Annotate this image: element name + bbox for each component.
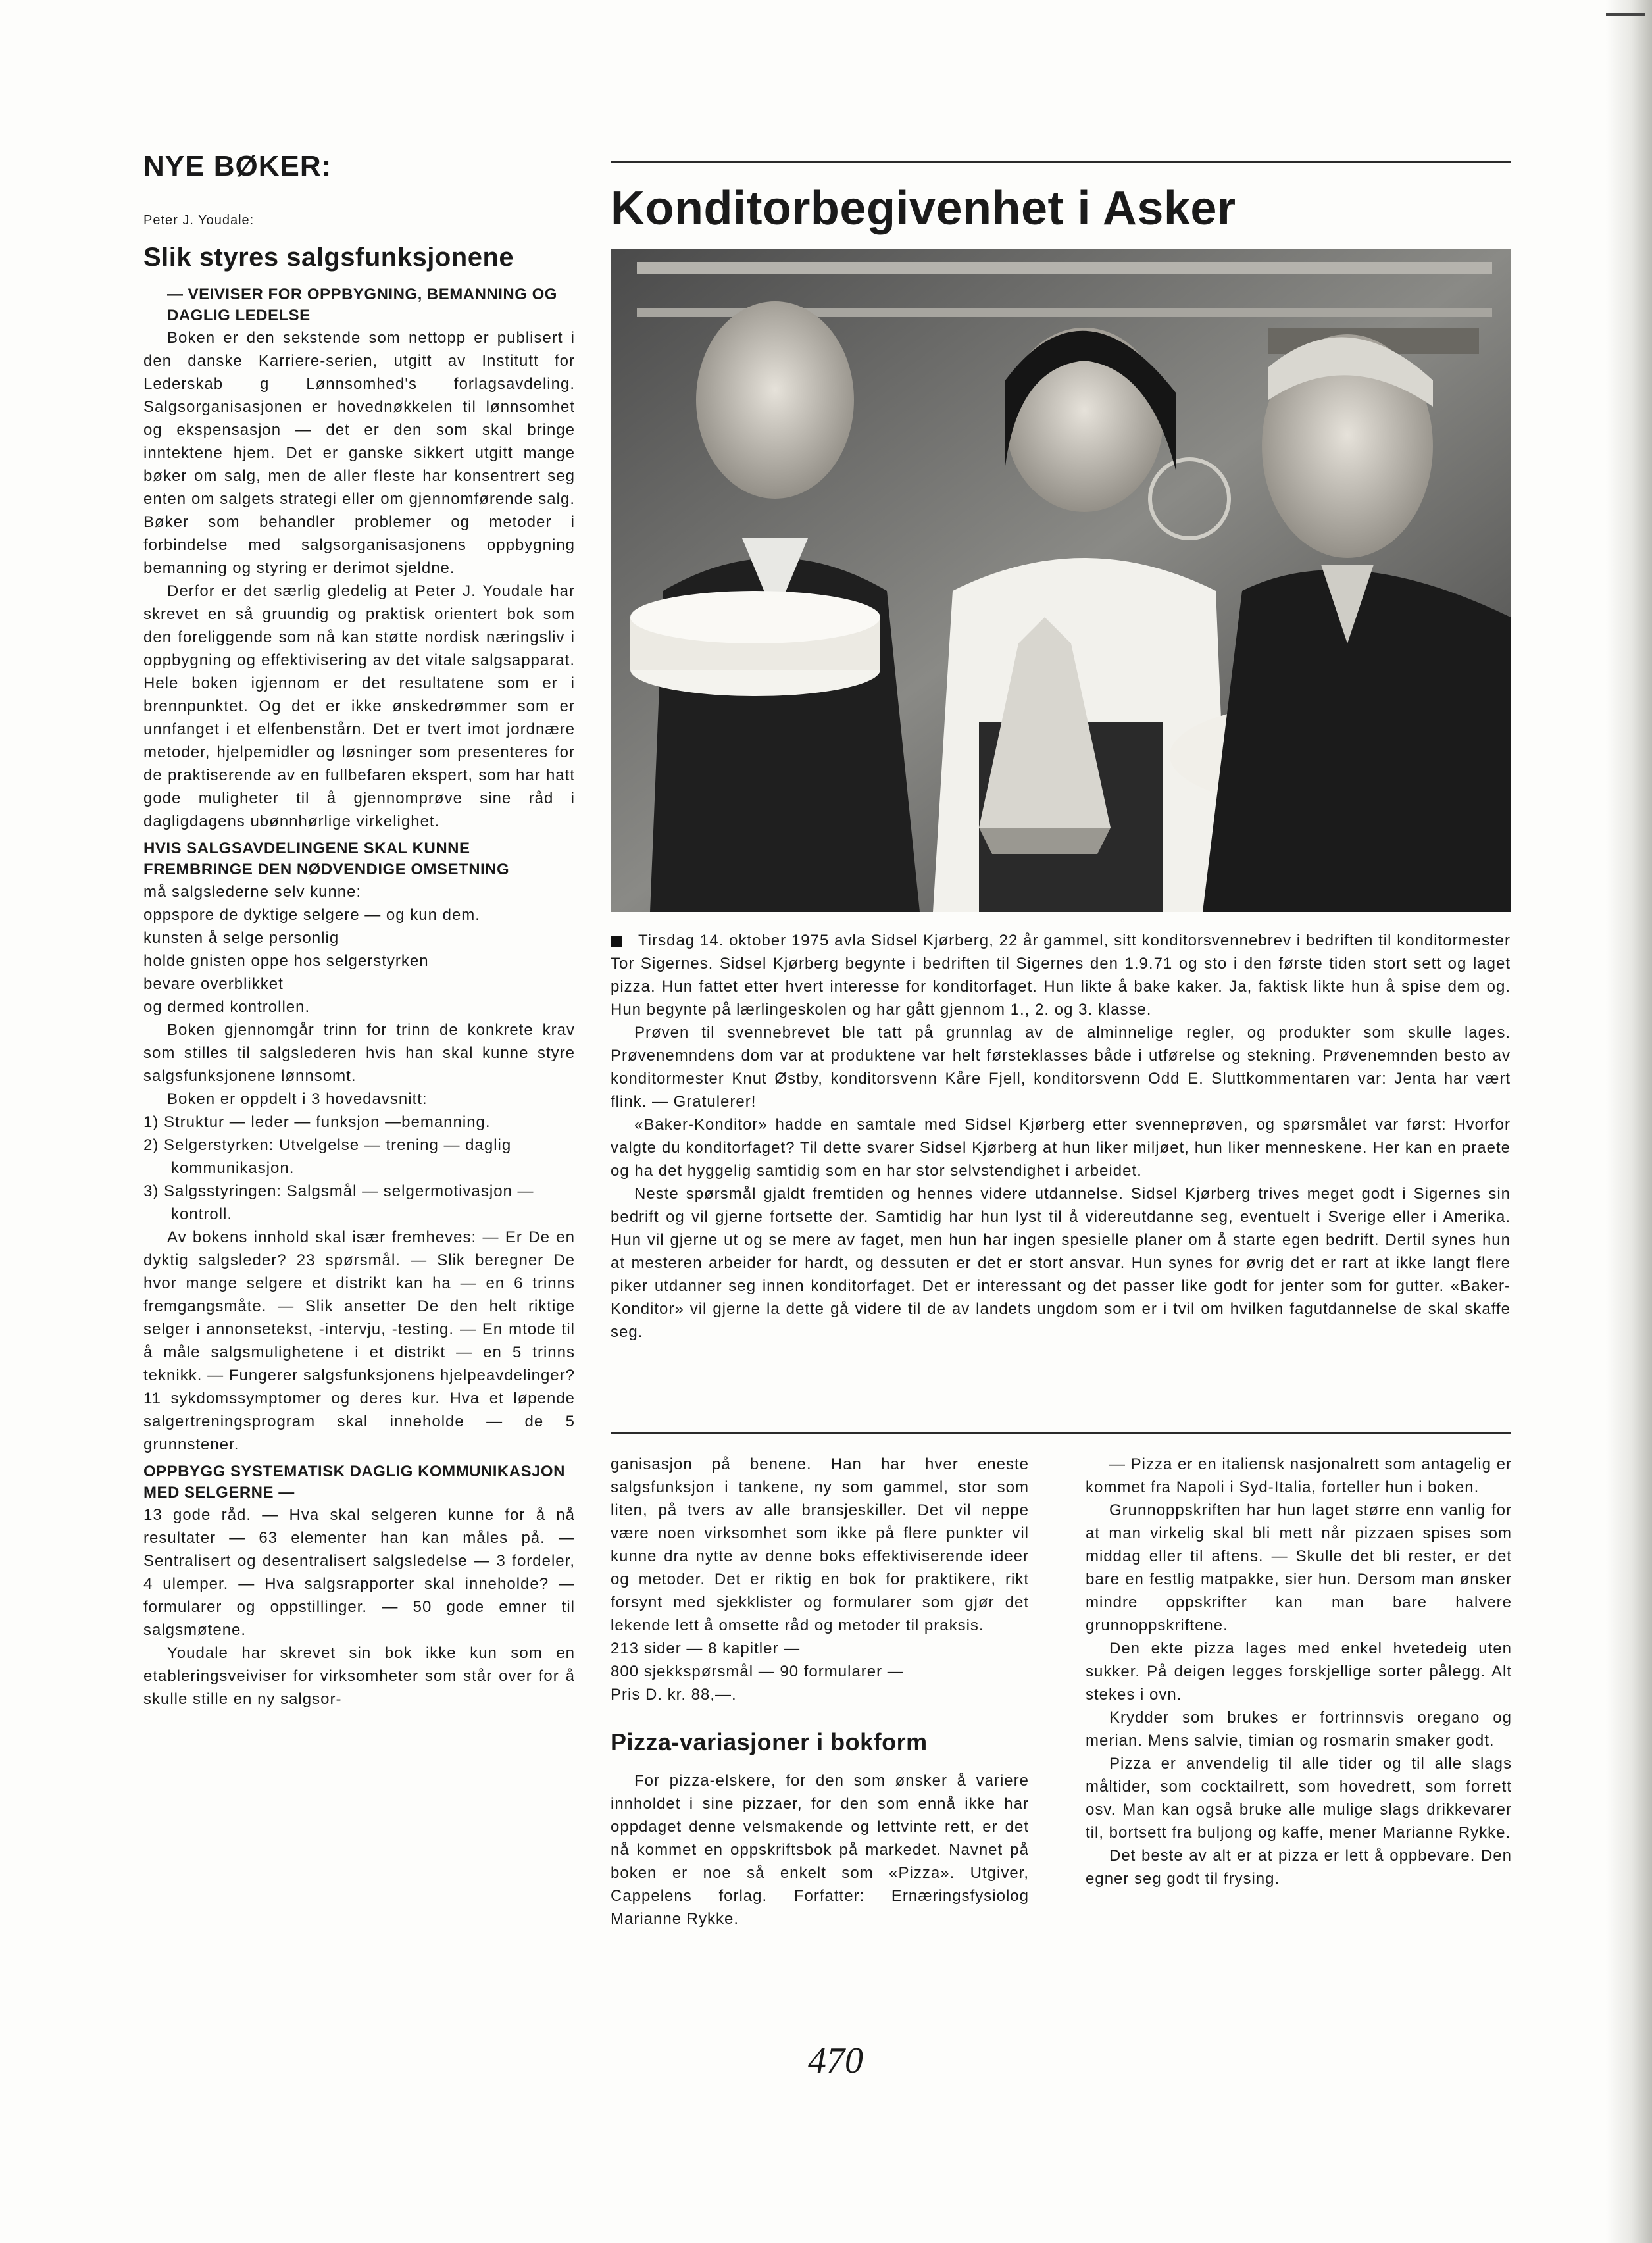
right-column [1086, 1453, 1512, 1890]
section-rule [611, 1432, 1511, 1434]
section-subhead: HVIS SALGSAVDELINGENE SKAL KUNNE FREMBRINGE DEN NØDVENDIGE OMSETNING [143, 840, 510, 878]
paragraph: Derfor er det særlig gledelig at Peter J. Youdale har skrevet en så gruundig og praktisk orientert bok som den foreliggende som nå kan støtte nordisk næringsliv i oppbygning og effektivisering av det vitale salgsapparat. Hele boken igjennom er det resultatene som er i brennpunktet. Og det er ikke ønskedrømmer som er unnfanget i et elfenbenstårn. Det er tvert imot jordnære metoder, hjelpemidler og løsninger som presenteres for de praktiserende av en fullbefaren ekspert, som har hatt gode muligheter til å gjennomprøve sine råd i dagligdagens ubønnhørlige virkelighet. [143, 582, 575, 830]
paragraph: Krydder som brukes er fortrinnsvis oregano og merian. Mens salvie, timian og rosmarin smaker godt. [1086, 1709, 1512, 1750]
paragraph: For pizza-elskere, for den som ønsker å variere innholdet i sine pizzaer, for den som ennå ikke har oppdaget denne velsmakende og lettvinte rett, er det nå kommet en oppskriftsbok på markedet. Navnet på boken er noe så enkelt som «Pizza». Utgiver, Cappelens forlag. Forfatter: Ernæringsfysiolog Marianne Rykke. [611, 1772, 1029, 1928]
article-photo [611, 249, 1511, 912]
bullet-square-icon [611, 936, 622, 947]
list-item: 3) Salgsstyringen: Salgsmål — selgermotivasjon — kontroll. [143, 1182, 534, 1223]
fact-line: 800 sjekkspørsmål — 90 formularer — [611, 1663, 904, 1680]
paragraph: Grunnoppskriften har hun laget større enn vanlig for at man virkelig skal bli mett når pizzaen spises som middag eller til aftens. — Skulle det bli rester, er det bare en festlig matpakke, sier hun. Dersom man ønsker mindre oppskrifter kan man bare halvere grunnoppskriftene. [1086, 1501, 1512, 1634]
page-number: 470 [808, 2040, 863, 2081]
list-item: kunsten å selge personlig [143, 929, 339, 947]
list-item: 1) Struktur — leder — funksjon —bemanning. [143, 1113, 491, 1131]
list-item: 2) Selgerstyrken: Utvelgelse — trening — daglig kommunikasjon. [143, 1136, 512, 1177]
paragraph: «Baker-Konditor» hadde en samtale med Sidsel Kjørberg etter svenneprøven, og spørsmålet var først: Hvorfor valgte du konditorfaget? Til dette svarer Sidsel Kjørberg at hun liker miljøet, hun liker menneskene. Her kan en praete og ha det hyggelig samtidig som en har stor selvstendighet i arbeidet. [611, 1116, 1511, 1180]
article-text [611, 929, 1511, 1344]
list-item: holde gnisten oppe hos selgerstyrken [143, 952, 429, 970]
corner-mark [1606, 13, 1645, 16]
book-author: Peter J. Youdale: [143, 213, 255, 228]
paragraph: Prøven til svennebrevet ble tatt på grunnlag av de alminnelige regler, og produkter som skulle lages. Prøvenemndens dom var at produktene var helt førsteklasses både i utførelse og stekning. Prøvenemnden besto av konditormester Knut Østby, konditorsvenn Kåre Fjell, konditorsvenn Odd E. Sluttkommentaren var: Jenta har vært flink. — Gratulerer! [611, 1024, 1511, 1111]
book-title: Slik styres salgsfunksjonene [143, 243, 514, 272]
paragraph: ganisasjon på benene. Han har hver eneste salgsfunksjon i tankene, ny som gammel, stor som liten, på tvers av alle bransjeskiller. Det vil neppe være noen virksomhet som ikke på flere punkter vil kunne dra nytte av denne boks effektiviserende ideer og metoder. Det er riktig en bok for praktikere, rikt forsynt med sjekklister og formularer som gjør det lekende lett å omsette råd og metoder til praksis. [611, 1455, 1029, 1634]
headline-rule [611, 161, 1511, 163]
paragraph: Av bokens innhold skal især fremheves: — Er De en dyktig salgsleder? 23 spørsmål. — Slik beregner De hvor mange selgere et distrikt kan ha — en 6 trinns fremgangsmåte. — Slik ansetter De den helt riktige selger i annonsetekst, -intervju, -testing. — En mtode til å måle salgsmulighetene i et distrikt — en 5 trinns teknikk. — Fungerer salgsfunksjonens hjelpeavdelinger? 11 sykdomssymptomer og deres kur. Hva et løpende salgertreningsprogram skal inneholde — de 5 grunnstener. [143, 1228, 575, 1453]
paragraph: 13 gode råd. — Hva skal selgeren kunne for å nå resultater — 63 elementer han kan måles på. — Sentralisert og desentralisert salgsledelse — 3 fordeler, 4 ulemper. — Hva salgsrapporter skal inneholde? — formularer og oppstillinger. — 50 gode emner til salgsmøtene. [143, 1506, 575, 1639]
paragraph: Neste spørsmål gjaldt fremtiden og hennes videre utdannelse. Sidsel Kjørberg trives meget godt i Sigernes sin bedrift og vil gjerne fortsette der. Samtidig har hun lyst til å videreutdanne seg, eventuelt i Sverige eller i Amerika. Hun vil gjerne ut og se mere av faget, men hun har ingen spesielle planer om å starte egen bedrift. Dertil synes hun at mesteren arbeider for hardt, og dessuten er det er stort ansvar. Hun synes for øvrig det er rart at ikke langt flere piker utdanner seg innen konditorfaget. Det er interessant og det passer like godt for jenter som for gutter. «Baker-Konditor» vil gjerne la dette gå videre til de av landets ungdom som er i tvil om hvilken fagutdannelse de skal skaffe seg. [611, 1185, 1511, 1341]
list-item: og dermed kontrollen. [143, 998, 311, 1016]
paragraph: — Pizza er en italiensk nasjonalrett som antagelig er kommet fra Napoli i Syd-Italia, forteller hun i boken. [1086, 1455, 1512, 1496]
paragraph: Boken er den sekstende som nettopp er publisert i den danske Karriere-serien, utgitt av Institutt for Lederskab g Lønnsomhed's forlagsavdeling. Salgsorganisasjonen er hovednøkkelen til lønnsomhet og ekspensasjon — det er den som skal bringe inntektene hjem. Det er ganske sikkert utgitt mange bøker om salg, men de aller fleste har konsentrert seg enten om salgets strategi eller om gjennomførende salg. Bøker som behandler problemer og metoder i forbindelse med salgsorganisasjonens oppbygning bemanning og styring er derimot sjeldne. [143, 329, 575, 577]
paragraph: Den ekte pizza lages med enkel hvetedeig uten sukker. På deigen legges forskjellige sorter pålegg. Alt stekes i ovn. [1086, 1640, 1512, 1703]
list-item: bevare overblikket [143, 975, 284, 993]
section-title: NYE BØKER: [143, 150, 332, 182]
man-right-suit [1203, 570, 1511, 912]
paragraph: Pizza er anvendelig til alle tider og til alle slags måltider, som cocktailrett, som hovedrett, som forrett osv. Man kan også bruke alle mulige slags drikkevarer til, bortsett fra buljong og kaffe, mener Marianne Rykke. [1086, 1755, 1512, 1842]
middle-column [611, 1453, 1029, 1930]
fact-line: Pris D. kr. 88,—. [611, 1686, 737, 1703]
photo-illustration [611, 249, 1511, 912]
intro-line: må salgslederne selv kunne: [143, 883, 362, 901]
paragraph: Det beste av alt er at pizza er lett å oppbevare. Den egner seg godt til frysing. [1086, 1847, 1512, 1888]
pizza-subtitle: Pizza-variasjoner i bokform [611, 1728, 928, 1755]
left-column [143, 150, 575, 1711]
book-subhead: — VEIVISER FOR OPPBYGNING, BEMANNING OG DAGLIG LEDELSE [167, 286, 557, 324]
section-subhead: OPPBYGG SYSTEMATISK DAGLIG KOMMUNIKASJON MED SELGERNE — [143, 1463, 565, 1501]
paragraph-text: Tirsdag 14. oktober 1975 avla Sidsel Kjørberg, 22 år gammel, sitt konditorsvennebrev i bedriften til konditormester Tor Sigernes. Sidsel Kjørberg begynte i bedriften til Sigernes den 1.9.71 og sto i den første tiden stort sett og laget pizza. Hun fattet etter hvert interesse for konditorfaget. Hun likte å bake kaker. Ja, faktisk likte hun å spise dem og. Hun begynte på lærlingeskolen og har gått gjennom 1., 2. og 3. klasse. [611, 932, 1511, 1019]
paragraph: Boken gjennomgår trinn for trinn de konkrete krav som stilles til salgslederen hvis han skal kunne styre salgsfunksjonene lønnsomt. [143, 1021, 575, 1085]
list-item: oppspore de dyktige selgere — og kun dem. [143, 906, 480, 924]
page-edge-shadow [1606, 0, 1652, 2243]
paragraph: Youdale har skrevet sin bok ikke kun som en etableringsveiviser for virksomheter som står over for å skulle stille en ny salgsor- [143, 1644, 575, 1708]
man-left-face [696, 301, 854, 499]
paragraph: Boken er oppdelt i 3 hovedavsnitt: [167, 1090, 428, 1108]
fact-line: 213 sider — 8 kapitler — [611, 1640, 801, 1657]
paragraph [611, 929, 1511, 1021]
article-headline: Konditorbegivenhet i Asker [611, 182, 1236, 235]
